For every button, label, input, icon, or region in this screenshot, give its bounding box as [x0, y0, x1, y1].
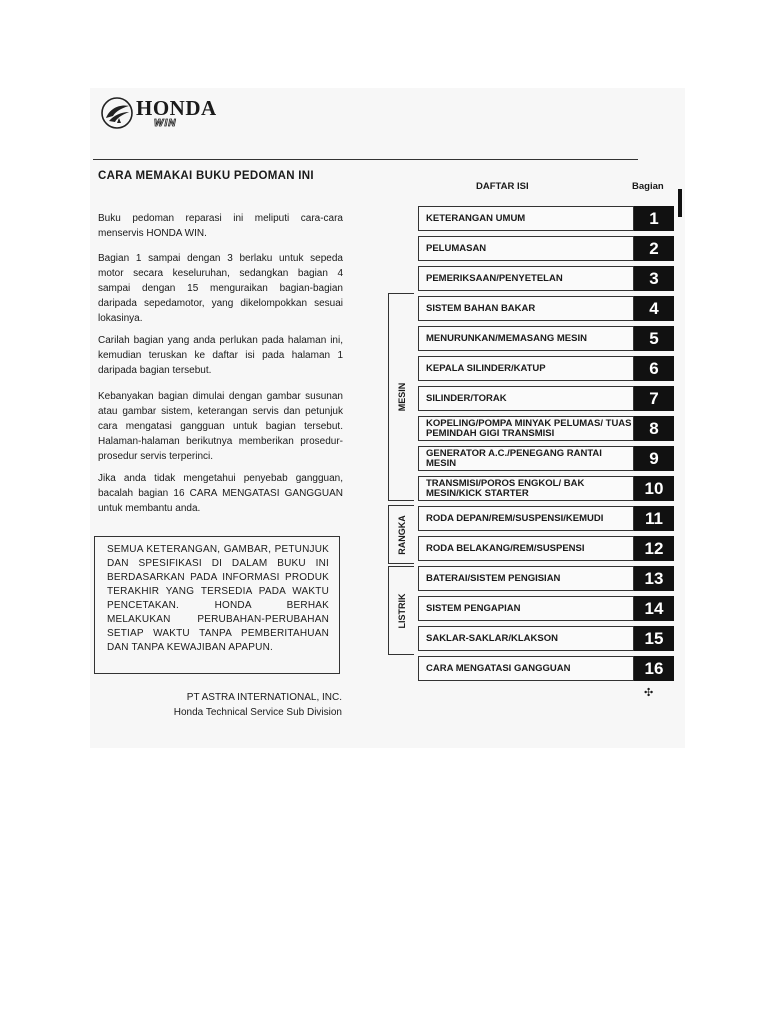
toc-item-label: PEMERIKSAAN/PENYETELAN	[426, 272, 563, 284]
toc-item-5[interactable]	[418, 326, 674, 351]
toc-item-12[interactable]	[418, 536, 674, 561]
toc-item-number: 5	[634, 326, 674, 351]
honda-wing-icon	[100, 96, 134, 130]
paragraph: Buku pedoman reparasi ini meliputi cara-cara menservis HONDA WIN.	[98, 213, 343, 239]
toc-item-2[interactable]	[418, 236, 674, 261]
toc-item-number: 6	[634, 356, 674, 381]
toc-item-number: 4	[634, 296, 674, 321]
toc-item-label: RODA DEPAN/REM/SUSPENSI/KEMUDI	[426, 512, 604, 524]
toc-item-15[interactable]	[418, 626, 674, 651]
toc-item-number: 15	[634, 626, 674, 651]
toc-item-label: SISTEM BAHAN BAKAR	[426, 302, 536, 314]
toc-item-13[interactable]	[418, 566, 674, 591]
toc-item-number: 8	[634, 416, 674, 441]
toc-column-label: Bagian	[632, 181, 664, 192]
toc-item-label: BATERAI/SISTEM PENGISIAN	[426, 572, 561, 584]
toc-item-3[interactable]	[418, 266, 674, 291]
toc-item-14[interactable]	[418, 596, 674, 621]
toc-item-10[interactable]	[418, 476, 674, 501]
toc-item-number: 2	[634, 236, 674, 261]
tab-edge-bar	[678, 189, 682, 217]
paragraph: Jika anda tidak mengetahui penyebab gangguan, bacalah bagian 16 CARA MENGATASI GANGGUAN untuk membantu anda.	[98, 473, 343, 514]
toc-item-label: SILINDER/TORAK	[426, 392, 507, 404]
toc-item-number: 7	[634, 386, 674, 411]
group-label: LISTRIK	[396, 593, 407, 628]
notice-box: SEMUA KETERANGAN, GAMBAR, PETUNJUK DAN SPESIFIKASI DI DALAM BUKU INI BERDASARKAN PADA INFORMASI PRODUK TERAKHIR YANG TERSEDIA PADA WAKTU PENCETAKAN. HONDA BERHAK MELAKUKAN PERUBAHAN-PERUBAHAN SETIAP WAKTU TANPA PEMBERITAHUAN DAN TANPA KEWAJIBAN APAPUN.	[94, 536, 340, 674]
toc-item-9[interactable]	[418, 446, 674, 471]
divider	[93, 159, 638, 160]
group-rangka	[388, 505, 414, 564]
toc-item-label: SISTEM PENGAPIAN	[426, 602, 521, 614]
toc-item-label: KEPALA SILINDER/KATUP	[426, 362, 546, 374]
toc-item-label: RODA BELAKANG/REM/SUSPENSI	[426, 542, 585, 554]
toc-item-1[interactable]	[418, 206, 674, 231]
toc-item-16[interactable]	[418, 656, 674, 681]
toc-item-label: KOPELING/POMPA MINYAK PELUMAS/ TUAS PEMINDAH GIGI TRANSMISI	[426, 417, 632, 439]
toc-item-number: 3	[634, 266, 674, 291]
paragraph: Bagian 1 sampai dengan 3 berlaku untuk sepeda motor secara keseluruhan, sedangkan bagian 4 sampai dengan 15 menguraikan bagian-bagian daripada sepedamotor, yang dikelompokkan sesuai lokasinya.	[98, 253, 343, 324]
toc-item-label: KETERANGAN UMUM	[426, 212, 526, 224]
brand-name: HONDA	[136, 96, 217, 120]
toc-item-number: 14	[634, 596, 674, 621]
toc-item-11[interactable]	[418, 506, 674, 531]
paragraph: Carilah bagian yang anda perlukan pada halaman ini, kemudian teruskan ke daftar isi pada halaman 1 daripada bagian tersebut.	[98, 335, 343, 376]
toc-item-8[interactable]	[418, 416, 674, 441]
toc-item-number: 11	[634, 506, 674, 531]
model-name: WIN	[154, 118, 177, 129]
toc-title: DAFTAR ISI	[476, 181, 529, 192]
toc-item-number: 13	[634, 566, 674, 591]
paragraph: Kebanyakan bagian dimulai dengan gambar susunan atau gambar sistem, keterangan servis dan petunjuk cara mengatasi gangguan untuk bagian tersebut. Halaman-halaman berikutnya memberikan prosedur-prosedur servis terperinci.	[98, 391, 343, 462]
scan-mark-icon: ✣	[644, 687, 654, 699]
toc-item-label: GENERATOR A.C./PENEGANG RANTAI MESIN	[426, 447, 602, 469]
toc-item-label: CARA MENGATASI GANGGUAN	[426, 662, 571, 674]
toc-item-7[interactable]	[418, 386, 674, 411]
toc-item-number: 12	[634, 536, 674, 561]
toc-item-label: PELUMASAN	[426, 242, 487, 254]
toc-item-number: 10	[634, 476, 674, 501]
toc-item-label: TRANSMISI/POROS ENGKOL/ BAK MESIN/KICK STARTER	[426, 477, 585, 499]
group-mesin	[388, 293, 414, 501]
toc-item-number: 1	[634, 206, 674, 231]
toc-item-4[interactable]	[418, 296, 674, 321]
toc-item-label: SAKLAR-SAKLAR/KLAKSON	[426, 632, 558, 644]
toc-item-6[interactable]	[418, 356, 674, 381]
group-listrik	[388, 566, 414, 655]
group-label: MESIN	[396, 382, 407, 412]
division-name: Honda Technical Service Sub Division	[173, 707, 342, 718]
toc-item-number: 16	[634, 656, 674, 681]
group-label: RANGKA	[396, 514, 407, 555]
company-name: PT ASTRA INTERNATIONAL, INC.	[186, 692, 342, 703]
toc-item-label: MENURUNKAN/MEMASANG MESIN	[426, 332, 587, 344]
page-heading: CARA MEMAKAI BUKU PEDOMAN INI	[98, 170, 314, 182]
toc-item-number: 9	[634, 446, 674, 471]
